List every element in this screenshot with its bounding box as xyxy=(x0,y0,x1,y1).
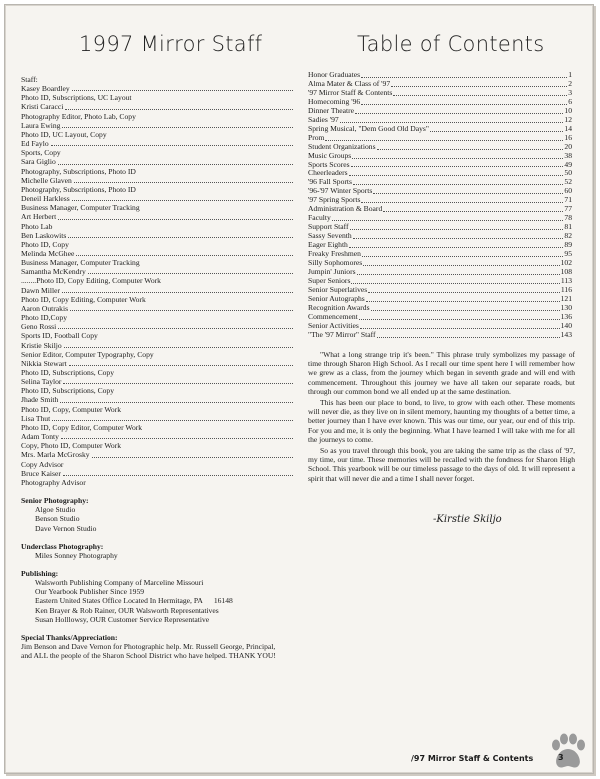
staff-role: Business Manager, Computer Tracking xyxy=(21,258,140,268)
dot-leader xyxy=(58,157,293,164)
staff-label: Staff: xyxy=(21,75,38,84)
staff-name xyxy=(21,450,293,459)
toc-label: "The '97 Mirror" Staff xyxy=(308,329,376,339)
toc-page-number: 77 xyxy=(564,204,572,214)
toc-page-number: 108 xyxy=(560,266,572,276)
staff-name xyxy=(21,469,293,478)
dot-leader xyxy=(393,89,567,96)
toc-title: Table of Contents xyxy=(357,32,545,56)
dot-leader xyxy=(368,286,560,293)
staff-name-text: Aaron Outrakis xyxy=(21,303,69,313)
staff-name-text: Kristie Skiljo xyxy=(21,340,62,350)
toc-page-number: 38 xyxy=(564,150,572,160)
toc-page-number: 78 xyxy=(564,213,572,223)
staff-role: Photo ID, Copy Editor, Computer Work xyxy=(21,422,143,432)
section-heading: Special Thanks/Appreciation: xyxy=(21,632,118,642)
staff-name xyxy=(21,249,293,258)
staff-name-text: Geno Rossi xyxy=(21,322,57,332)
staff-role: Photo ID, Copy Editing, Computer Work xyxy=(21,294,146,304)
toc-page-number: 143 xyxy=(560,329,572,339)
dot-leader xyxy=(377,331,560,338)
staff-name xyxy=(21,304,293,313)
staff-role: Photo ID, Copy, Computer Work xyxy=(21,404,122,414)
toc-label: Sports Scores xyxy=(308,159,350,169)
staff-role: Sports, Copy xyxy=(21,148,61,158)
dot-leader xyxy=(355,107,563,114)
toc-page-number: 1 xyxy=(568,70,572,79)
senior-photography-section xyxy=(21,496,293,533)
dot-leader xyxy=(377,143,564,150)
toc-label: Recognition Awards xyxy=(308,302,370,312)
list-item: Our Yearbook Publisher Since 1959 xyxy=(35,587,145,597)
toc-entry xyxy=(308,331,572,340)
page-footer: /97 Mirror Staff & Contents xyxy=(411,754,534,763)
toc-page-number: 89 xyxy=(564,240,572,250)
dot-leader xyxy=(64,341,293,348)
dot-leader xyxy=(65,102,293,109)
staff-role: Copy, Photo ID, Computer Work xyxy=(21,441,122,451)
toc-label: Prom xyxy=(308,132,325,142)
dot-leader xyxy=(353,232,564,239)
toc-label: Super Seniors xyxy=(308,275,351,285)
dot-leader xyxy=(51,139,293,146)
toc-page-number: 12 xyxy=(564,114,572,124)
staff-title: 1997 Mirror Staff xyxy=(79,32,263,56)
dot-leader xyxy=(371,304,560,311)
staff-role: Photo ID, Subscriptions, UC Layout xyxy=(21,93,132,103)
dot-leader xyxy=(430,125,563,132)
staff-name-text: Bruce Kaiser xyxy=(21,468,61,478)
essay-paragraph: This has been our place to bond, to live, to grow with each other. These moments will never die, as they live on in silent memory, haunting my thoughts of a better time, a better journey than I have ever known. This was our time, our year, our end of this trip. For you and me, it is only the beginning. What I have learned I will take with me for all the journeys to come. xyxy=(308,398,575,444)
essay xyxy=(308,350,575,485)
staff-name-text: Deneil Harkless xyxy=(21,194,70,204)
dot-leader xyxy=(361,98,567,105)
dot-leader xyxy=(63,469,293,476)
essay-paragraph: So as you travel through this book, you are taking the same trip as the class of '97, my time, our time. These memories will be recalled with the fondness for Sharon High School. This yearbook will be our timeless passage to the days of old. It will represent a spirit that will never die and a time I shall never forget. xyxy=(308,446,575,483)
staff-name-text: Laura Ewing xyxy=(21,120,61,130)
toc-label: Dinner Theatre xyxy=(308,105,355,115)
staff-role: Photo ID,Copy xyxy=(21,313,67,323)
staff-role: Business Manager, Computer Tracking xyxy=(21,203,140,213)
toc-label: Freaky Freshmen xyxy=(308,249,361,259)
dot-leader xyxy=(351,161,564,168)
toc-label: Senior Activities xyxy=(308,320,359,330)
dot-leader xyxy=(383,205,563,212)
underclass-photography-section xyxy=(21,542,293,560)
staff-name xyxy=(21,139,293,148)
staff-name-text: Adam Tonty xyxy=(21,432,59,442)
toc-page-number: 81 xyxy=(564,222,572,232)
dot-leader xyxy=(88,267,293,274)
toc-page-number: 16 xyxy=(564,132,572,142)
toc-label: Sassy Seventh xyxy=(308,231,352,241)
toc-label: Support Staff xyxy=(308,222,349,232)
dot-leader xyxy=(76,249,293,256)
staff-name-text: Ed Faylo xyxy=(21,139,49,149)
dot-leader xyxy=(351,277,559,284)
toc-label: Cheerleaders xyxy=(308,168,348,178)
toc-page-number: 49 xyxy=(564,159,572,169)
staff-role: Photo ID, Subscriptions, Copy xyxy=(21,368,115,377)
dot-leader xyxy=(373,187,563,194)
list-item: Algoe Studio xyxy=(35,505,76,515)
toc-label: Faculty xyxy=(308,213,331,223)
table-of-contents xyxy=(308,71,572,340)
staff-column xyxy=(21,75,293,660)
toc-label: Commencement xyxy=(308,311,358,321)
staff-name xyxy=(21,176,293,185)
staff-name-text: Art Herbert xyxy=(21,212,57,222)
toc-page-number: 14 xyxy=(564,123,572,133)
dot-leader xyxy=(361,196,563,203)
toc-page-number: 95 xyxy=(564,249,572,259)
staff-role: Photography, Subscriptions, Photo ID xyxy=(21,166,136,176)
staff-name xyxy=(21,432,293,441)
toc-page-number: 2 xyxy=(568,78,572,88)
toc-label: '96-'97 Winter Sports xyxy=(308,186,373,196)
staff-role: Senior Editor, Computer Typography, Copy xyxy=(21,349,154,359)
staff-name xyxy=(21,359,293,368)
dot-leader xyxy=(359,313,560,320)
dot-leader xyxy=(74,176,293,183)
staff-role: ........Photo ID, Copy Editing, Computer Work xyxy=(21,276,161,286)
toc-page-number: 20 xyxy=(564,141,572,151)
advisor-list xyxy=(21,450,293,487)
toc-label: Eager Eighth xyxy=(308,240,348,250)
dot-leader xyxy=(63,377,293,384)
toc-label: Senior Autographs xyxy=(308,293,365,303)
list-item: Walsworth Publishing Company of Marceline Missouri xyxy=(35,578,204,588)
toc-label: Alma Mater & Class of '97 xyxy=(308,78,391,88)
publishing-section xyxy=(21,569,293,624)
staff-name xyxy=(21,102,293,111)
staff-role: Sports ID, Football Copy xyxy=(21,331,98,341)
list-item: Dave Vernon Studio xyxy=(35,523,97,533)
list-item: Eastern United States Office Located In Hermitage, PA 16148 xyxy=(35,596,233,606)
toc-page-number: 3 xyxy=(568,87,572,97)
staff-role: Copy Advisor xyxy=(21,459,64,469)
staff-name xyxy=(21,231,293,240)
list-item: Ken Brayer & Rob Rainer, OUR Walsworth Representatives xyxy=(35,605,219,615)
toc-page-number: 140 xyxy=(560,320,572,330)
paw-print-icon xyxy=(548,733,588,771)
staff-name-text: Kasey Boardley xyxy=(21,84,70,94)
dot-leader xyxy=(353,178,563,185)
essay-paragraph: "What a long strange trip it's been." This phrase truly symbolizes my passage of time through Sharon High School. As I recall our time spent here I will remember how we grew as a class, from the journey which began in seventh grade and will end with commencement. Throughout this journey we have all taken our separate roads, but through our common bond we all ended up at the same destination. xyxy=(308,350,575,396)
dot-leader xyxy=(332,214,564,221)
staff-name xyxy=(21,121,293,130)
toc-label: '96 Fall Sports xyxy=(308,177,352,187)
dot-leader xyxy=(363,259,559,266)
staff-name xyxy=(21,286,293,295)
staff-role: Photo ID, Subscriptions, Copy xyxy=(21,386,115,396)
toc-entry xyxy=(308,205,572,214)
dot-leader xyxy=(70,304,293,311)
section-heading: Senior Photography: xyxy=(21,496,89,506)
staff-name-text: Sara Giglio xyxy=(21,157,56,167)
signature: -Kirstie Skiljo xyxy=(433,514,502,525)
toc-label: Music Groups xyxy=(308,150,352,160)
list-item: Benson Studio xyxy=(35,514,80,524)
toc-page-number: 60 xyxy=(564,186,572,196)
toc-page-number: 52 xyxy=(564,177,572,187)
toc-label: Administration & Board xyxy=(308,204,383,214)
toc-label: Sadies '97 xyxy=(308,114,339,124)
dot-leader xyxy=(350,223,564,230)
dot-leader xyxy=(72,84,293,91)
staff-name xyxy=(21,212,293,221)
dot-leader xyxy=(62,121,293,128)
toc-page-number: 71 xyxy=(564,195,572,205)
staff-name-text: Lisa Thut xyxy=(21,413,51,423)
dot-leader xyxy=(92,450,293,457)
dot-leader xyxy=(349,169,564,176)
dot-leader xyxy=(391,80,567,87)
toc-entry xyxy=(308,107,572,116)
staff-role: Photography Editor, Photo Lab, Copy xyxy=(21,111,136,121)
staff-name xyxy=(21,377,293,386)
toc-page-number: 130 xyxy=(560,302,572,312)
dot-leader xyxy=(357,268,560,275)
dot-leader xyxy=(360,322,560,329)
staff-name-text: Mrs. Marla McGrosky xyxy=(21,450,90,460)
dot-leader xyxy=(58,322,293,329)
staff-role: Photo Lab xyxy=(21,221,53,231)
dot-leader xyxy=(361,71,567,78)
toc-page-number: 82 xyxy=(564,231,572,241)
staff-name-text: Samantha McKendry xyxy=(21,267,86,277)
thanks-text: Jim Benson and Dave Vernon for Photographic help. Mr. Russell George, Principal, and ALL the people of the Sharon School District who have helped. THANK YOU! xyxy=(21,642,276,661)
page-number: 3 xyxy=(558,753,564,762)
toc-entry xyxy=(308,125,572,134)
toc-label: Silly Sophomores xyxy=(308,258,363,268)
toc-label: Jumpin' Juniors xyxy=(308,266,356,276)
dot-leader xyxy=(340,116,564,123)
staff-name xyxy=(21,322,293,331)
staff-name xyxy=(21,84,293,93)
toc-page-number: 136 xyxy=(560,311,572,321)
dot-leader xyxy=(325,134,563,141)
staff-name-text: Jhade Smith xyxy=(21,395,59,405)
staff-list xyxy=(21,84,293,450)
thanks-section xyxy=(21,633,293,660)
toc-page-number: 102 xyxy=(560,258,572,268)
staff-name-text: Dawn Miller xyxy=(21,285,61,295)
toc-page-number: 116 xyxy=(560,284,572,294)
toc-label: Honor Graduates xyxy=(308,70,361,79)
list-item: Susan Holllowsy, OUR Customer Service Representative xyxy=(35,614,210,624)
dot-leader xyxy=(61,432,293,439)
yearbook-page xyxy=(4,4,594,774)
staff-name xyxy=(21,157,293,166)
dot-leader xyxy=(349,241,564,248)
staff-role: Photography, Subscriptions, Photo ID xyxy=(21,184,136,194)
staff-name xyxy=(21,267,293,276)
toc-page-number: 113 xyxy=(560,275,572,285)
toc-page-number: 6 xyxy=(568,96,572,106)
section-heading: Publishing: xyxy=(21,568,59,578)
staff-name-text: Ben Laskowits xyxy=(21,230,67,240)
staff-name-text: Selina Taylor xyxy=(21,377,62,387)
dot-leader xyxy=(62,286,293,293)
toc-label: Homecoming '96 xyxy=(308,96,361,106)
dot-leader xyxy=(58,212,293,219)
dot-leader xyxy=(362,250,563,257)
dot-leader xyxy=(60,395,293,402)
toc-label: Student Organizations xyxy=(308,141,376,151)
toc-page-number: 121 xyxy=(560,293,572,303)
dot-leader xyxy=(52,414,293,421)
toc-label: Spring Musical, "Dem Good Old Days" xyxy=(308,123,429,133)
staff-name xyxy=(21,341,293,350)
toc-label: '97 Spring Sports xyxy=(308,195,361,205)
toc-page-number: 10 xyxy=(564,105,572,115)
staff-name-text: Michelle Glaven xyxy=(21,175,72,185)
toc-page-number: 50 xyxy=(564,168,572,178)
staff-name xyxy=(21,194,293,203)
staff-name-text: Nikkia Stewart xyxy=(21,358,67,368)
toc-label: '97 Mirror Staff & Contents xyxy=(308,87,393,97)
dot-leader xyxy=(352,152,563,159)
staff-name-text: Melinda McGhee xyxy=(21,248,75,258)
staff-role: Photo ID, Copy xyxy=(21,239,69,249)
section-heading: Underclass Photography: xyxy=(21,541,104,551)
staff-name xyxy=(21,395,293,404)
dot-leader xyxy=(72,194,293,201)
staff-role: Photo ID, UC Layout, Copy xyxy=(21,129,107,139)
staff-name-text: Kristi Caracci xyxy=(21,102,64,112)
dot-leader xyxy=(68,231,293,238)
staff-role: Photography Advisor xyxy=(21,477,86,487)
list-item: Miles Sonney Photography xyxy=(35,550,118,560)
dot-leader xyxy=(69,359,293,366)
dot-leader xyxy=(366,295,560,302)
toc-label: Senior Superlatives xyxy=(308,284,368,294)
staff-name xyxy=(21,414,293,423)
